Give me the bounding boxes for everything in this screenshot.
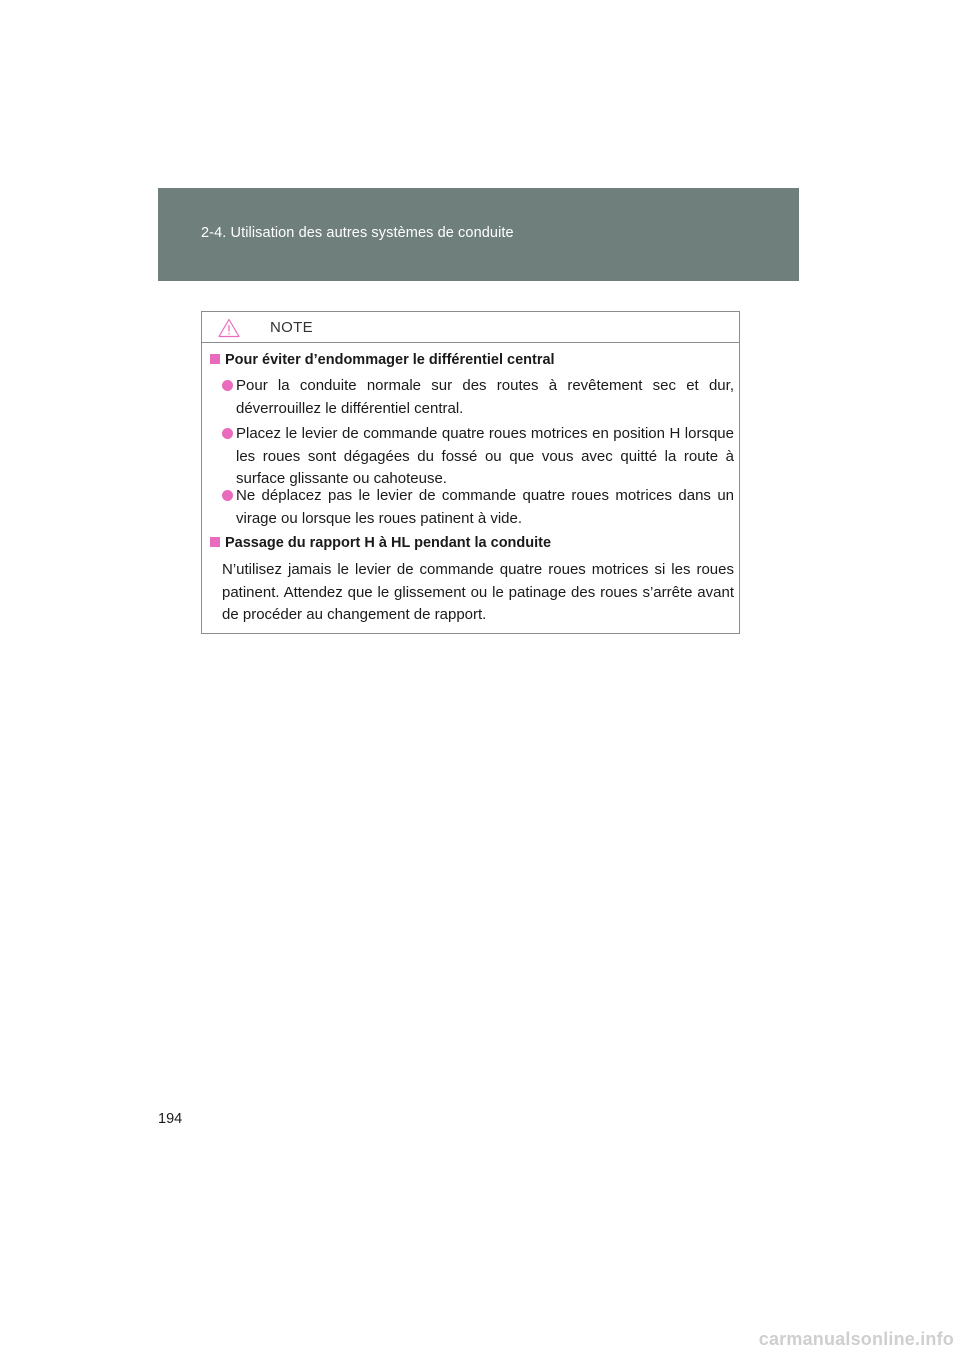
list-item: Pour la conduite normale sur des routes à revêtement sec et dur, déverrouillez le différentiel central. [222,375,734,420]
note-section-title: Pour éviter d’endommager le différentiel central [210,352,555,368]
watermark: carmanualsonline.info [758,1329,954,1349]
note-section-title: Passage du rapport H à HL pendant la conduite [210,535,551,551]
note-paragraph: N’utilisez jamais le levier de commande quatre roues motrices si les roues patinent. Attendez que le glissement ou le patinage des roues s’arrête avant de procéder au changement de rapport. [222,561,734,623]
section-title: 2-4. Utilisation des autres systèmes de conduite [201,225,514,241]
round-bullet-icon [222,428,233,439]
page-number: 194 [158,1111,183,1127]
note-box [201,311,740,634]
warning-triangle-icon [218,318,240,338]
note-label: NOTE [270,319,313,336]
square-bullet-icon [210,354,220,364]
square-bullet-icon [210,537,220,547]
section-header-band [158,188,799,281]
list-item: Placez le levier de commande quatre roues motrices en position H lorsque les roues sont dégagées du fossé ou que vous avec quitté la route à surface glissante ou cahoteuse. [222,423,734,491]
note-header [202,312,739,343]
list-item: Ne déplacez pas le levier de commande quatre roues motrices dans un virage ou lorsque les roues patinent à vide. [222,485,734,530]
round-bullet-icon [222,380,233,391]
round-bullet-icon [222,490,233,501]
